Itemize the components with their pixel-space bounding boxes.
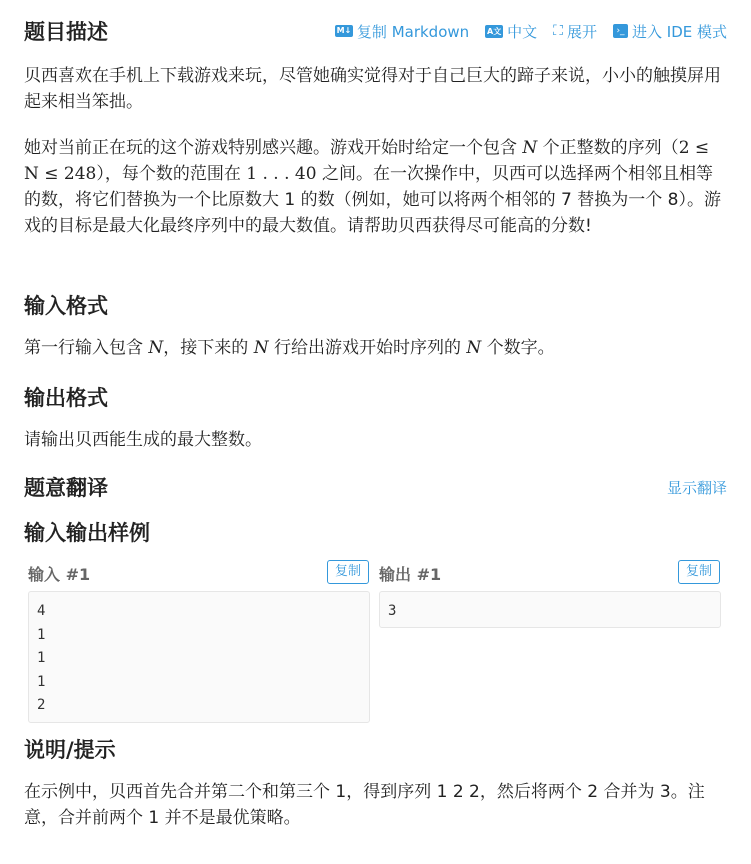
toolbar [335,21,727,42]
description-title: 题目描述 [24,20,108,44]
code-line: 1 [37,626,46,643]
description-paragraph-2 [24,135,727,239]
code-line: 4 [37,603,46,619]
p2-text-d: 之间。在一次操作中，贝西可以选择两个相邻且相等的数，将它们替换为一个比原数大 1 的数（例如，她可以将两个相邻的 7 替换为一个 8）。游戏的目标是最大化最终序列中的最大数值。请帮助贝西获得尽可能高的分数! [24,164,721,236]
language-label: 中文 [507,22,538,41]
input-text-3: 行给出游戏开始时序列的 [268,338,467,358]
translation-title: 题意翻译 [24,476,108,500]
code-line: 2 [37,697,46,713]
ide-mode-label: 进入 IDE 模式 [632,22,727,41]
language-icon: A文 [487,26,502,36]
copy-input-button[interactable]: 复制 [327,560,369,584]
expand-button[interactable] [553,21,597,42]
input-format-title: 输入格式 [24,294,108,318]
copy-markdown-button[interactable] [335,21,469,42]
hint-text: 在示例中，贝西首先合并第二个和第三个 1，得到序列 1 2 2，然后将两个 2 合并为 3。注意，合并前两个 1 并不是最优策略。 [24,782,705,828]
input-format-text [24,335,727,361]
copy-markdown-label: 复制 Markdown [356,22,470,41]
input-text-4: 个数字。 [481,338,555,358]
description-paragraph-1: 贝西喜欢在手机上下载游戏来玩，尽管她确实觉得对于自己巨大的蹄子来说，小小的触摸屏用起来相当笨拙。 [24,66,721,112]
input-var-2: N [253,338,269,358]
sample-output-box [379,591,721,628]
expand-label: 展开 [566,22,597,41]
p2-range: 2 ≤ N ≤ 248 [24,138,710,184]
input-text-2: ，接下来的 [163,338,254,358]
p2-var-n: N [522,138,538,158]
input-var-1: N [148,338,164,358]
code-line: 3 [388,603,397,619]
sample-output-label: 输出 #1 [379,565,442,584]
output-format-title: 输出格式 [24,386,108,410]
terminal-icon: ›_ [613,24,628,38]
language-button[interactable] [485,21,537,42]
markdown-icon: M↓ [336,26,352,35]
copy-output-button[interactable]: 复制 [678,560,720,584]
code-line: 1 [37,650,46,666]
show-translation-link[interactable]: 显示翻译 [666,478,727,497]
samples-title: 输入输出样例 [24,521,150,545]
p2-interval: 1 . . . 40 [246,164,317,184]
sample-input-label: 输入 #1 [28,565,91,584]
code-line: 1 [37,673,46,690]
p2-text-c: ），每个数的范围在 [96,164,247,184]
translation-header [24,472,727,502]
input-text-1: 第一行输入包含 [24,338,149,358]
ide-mode-button[interactable] [613,21,727,42]
description-header [24,16,727,46]
output-format-text: 请输出贝西能生成的最大整数。 [24,430,262,450]
hint-title: 说明/提示 [24,738,116,762]
p2-text-a: 她对当前正在玩的这个游戏特别感兴趣。游戏开始时给定一个包含 [24,138,523,158]
expand-icon: ⛶ [553,23,563,39]
input-var-3: N [466,338,482,358]
p2-text-b: 个正整数的序列（ [537,138,679,158]
sample-input-box [28,591,370,723]
